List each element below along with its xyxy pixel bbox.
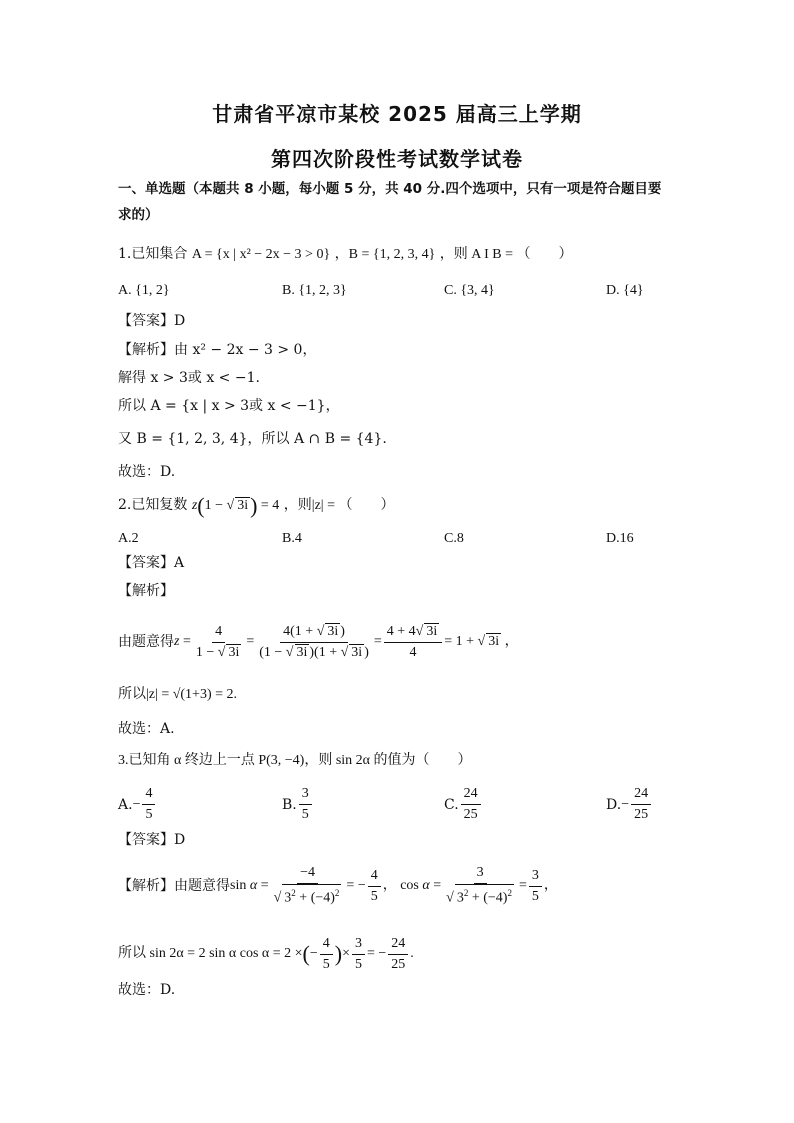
q1-option-b: B. {1, 2, 3} xyxy=(282,283,347,298)
q1-option-c: C. {3, 4} xyxy=(444,283,495,298)
q1-analysis-line1: 【解析】由 x² − 2x − 3 > 0， xyxy=(118,342,317,358)
q3-option-a-label: A. xyxy=(118,796,133,813)
q1-option-d: D. {4} xyxy=(606,283,644,298)
q3-conclusion: 故选：D. xyxy=(118,982,176,998)
q3-option-d-label: D. xyxy=(606,796,622,813)
q2-equation: z(1 − √ 3i) = 4 xyxy=(191,492,280,518)
q3-stem: 3.已知角 α 终边上一点 P(3, −4)，则 sin 2α 的值为（ ） xyxy=(118,753,472,768)
document-title-line2: 第四次阶段性考试数学试卷 xyxy=(271,147,523,171)
q3-option-c: C. $\frac{24}{25}$ xyxy=(444,784,483,825)
q2-answer: 【答案】A xyxy=(118,555,185,571)
q3-double-angle: 所以 sin 2α = 2 sin α cos α = 2 × ( − $\frac{4}{5}$ ) × $\frac{3}{5}$ = − $\frac{24}{25}$ . xyxy=(118,935,414,972)
q2-stem-prefix: 2.已知复数 xyxy=(118,497,188,513)
q2-option-a: A.2 xyxy=(118,531,139,546)
q1-stem-prefix: 1.已知集合 xyxy=(118,246,188,262)
q1-analysis-line2: 解得 x > 3或 x < −1. xyxy=(118,370,260,386)
document-title-line1: 甘肃省平凉市某校 2025 届高三上学期 xyxy=(212,102,582,126)
q3-option-a: A. − $\frac{4}{5}$ xyxy=(118,784,157,825)
q2-abs-result: 所以|z| = √(1+3) = 2. xyxy=(118,687,238,702)
q1-analysis-line4: 又 B = {1, 2, 3, 4}，所以 A ∩ B = {4}. xyxy=(118,431,387,447)
q3-option-b-label: B. xyxy=(282,796,297,813)
section-heading: 一、单选题（本题共 8 小题，每小题 5 分，共 40 分.四个选项中，只有一项是符合题目要 xyxy=(118,181,662,197)
q3-double-prefix: 所以 sin 2α = 2 sin α cos α = 2 × xyxy=(118,946,303,961)
q2-option-c: C.8 xyxy=(444,531,464,546)
q2-analysis-head: 【解析】 xyxy=(118,583,174,599)
q1-stem xyxy=(118,244,573,265)
q1-option-a: A. {1, 2} xyxy=(118,283,170,298)
q2-frac-2: $\frac{4(1 + √ 3i )}{(1 - √ 3i )(1 + √ 3i )}$ xyxy=(259,623,369,660)
q3-option-b: B. $\frac{3}{5}$ xyxy=(282,784,314,825)
q2-stem xyxy=(118,492,395,518)
q3-option-d: D. − $\frac{24}{25}$ xyxy=(606,784,653,825)
q2-frac-1: $\frac{4}{1 - √ 3i}$ xyxy=(195,623,240,660)
q2-derive-prefix: 由题意得 xyxy=(118,634,174,650)
q2-option-d: D.16 xyxy=(606,531,634,546)
q2-stem-suffix: ，则|z| = （ ） xyxy=(283,498,395,513)
q2-frac-3: $\frac{4 + 4√ 3i}{4}$ xyxy=(384,622,442,663)
q3-analysis: 【解析】由题意得 sin α = $\frac{-4}{√ 3^2 + (-4)^2}$ = − $\frac{4}{5}$ ， cos α = $\frac{3}{√ 3^2 + (-4)^2}$ = $\frac{3}{5}$ ， xyxy=(118,865,558,906)
q1-set-b: ，B = {1, 2, 3, 4} xyxy=(334,247,436,262)
q1-stem-suffix: ，则 A I B = （ ） xyxy=(439,247,573,262)
q1-conclusion: 故选：D. xyxy=(118,464,176,480)
q1-analysis-line3: 所以 A = {x | x > 3或 x < −1}， xyxy=(118,398,340,414)
q2-conclusion: 故选：A. xyxy=(118,721,175,737)
q3-option-c-label: C. xyxy=(444,796,459,813)
q2-derivation: 由题意得 z = $\frac{4}{1 - √ 3i}$ = $\frac{4(1 + √ 3i )}{(1 - √ 3i )(1 + √ 3i )}$ = $\frac{4 + 4√ 3i}{4}$ = 1 + √ 3i ， xyxy=(118,614,519,670)
q1-answer: 【答案】D xyxy=(118,313,186,329)
q3-analysis-prefix: 【解析】由题意得 xyxy=(118,878,230,894)
section-heading-cont: 求的） xyxy=(118,207,159,223)
q3-answer: 【答案】D xyxy=(118,832,186,848)
q2-option-b: B.4 xyxy=(282,531,302,546)
q1-set-a: A = {x | x² − 2x − 3 > 0} xyxy=(191,247,331,262)
